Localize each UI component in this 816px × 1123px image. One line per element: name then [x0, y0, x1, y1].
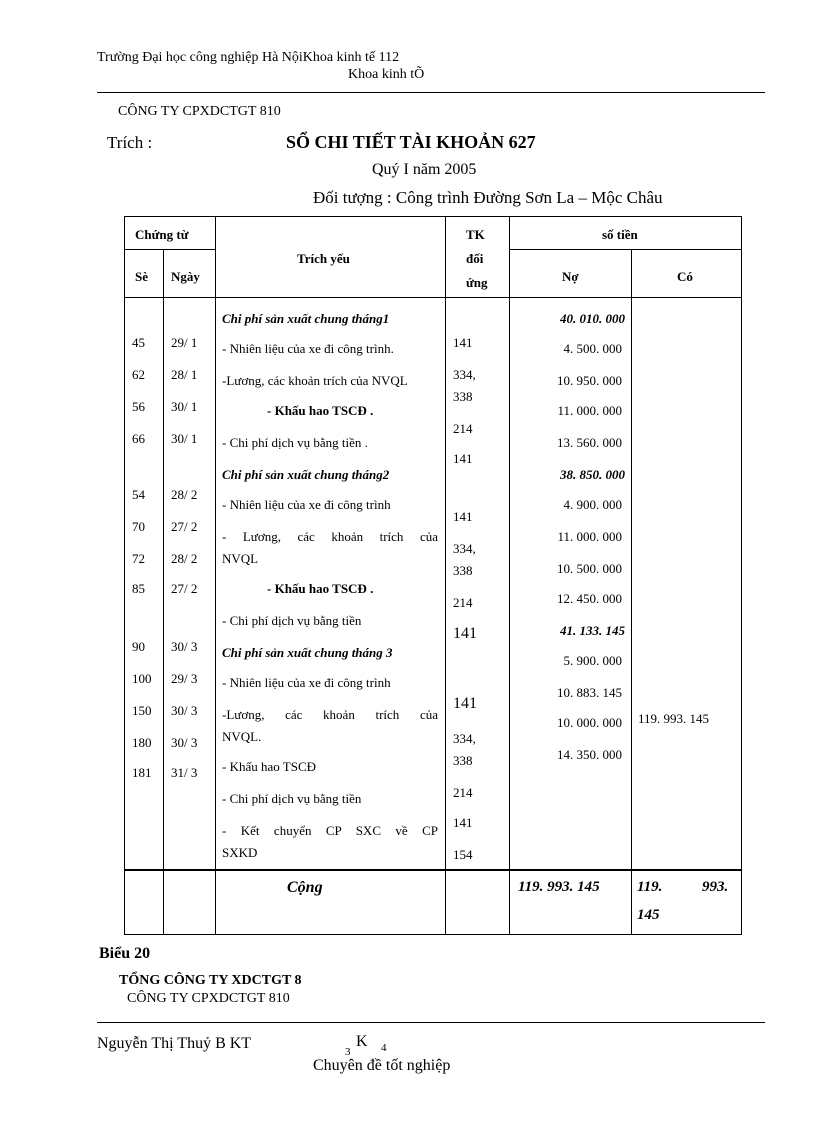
voucher-date: 30/ 1 [171, 431, 198, 446]
voucher-number: 72 [132, 551, 145, 566]
ledger-object: Đối tượng : Công trình Đường Sơn La – Mộc Châu [313, 188, 663, 207]
credit-amount: 119. 993. 145 [638, 711, 710, 726]
voucher-date: 30/ 3 [171, 735, 198, 750]
description-line: - Khấu hao TSCĐ . [267, 403, 374, 418]
footer-divider [97, 1022, 765, 1023]
description-line: - Nhiên liệu của xe đi công trình. [222, 341, 394, 356]
col-divider [163, 249, 164, 934]
header-date: Ngày [171, 269, 200, 284]
account-code: 334, [453, 541, 476, 556]
parent-company: TỔNG CÔNG TY XDCTGT 8 [119, 973, 302, 988]
header-description: Trích yếu [297, 251, 350, 266]
debit-amount: 11. 000. 000 [557, 403, 622, 418]
description-line: SXKD [222, 845, 258, 860]
page-header-school: Trường Đại học công nghiệp Hà NộiKhoa kinh tế 112 [97, 50, 400, 65]
debit-amount: 4. 500. 000 [563, 341, 622, 356]
voucher-number: 56 [132, 399, 145, 414]
voucher-number: 62 [132, 367, 145, 382]
debit-amount: 5. 900. 000 [563, 653, 622, 668]
group-heading: Chi phí sản xuất chung tháng2 [222, 467, 390, 482]
account-code: 141 [453, 509, 473, 524]
total-credit-part3: 145 [637, 907, 660, 923]
total-label: Cộng [287, 879, 323, 896]
trich-label: Trích : [107, 133, 153, 152]
class-subscript: 3 [345, 1046, 351, 1058]
account-code: 141 [453, 695, 477, 712]
voucher-date: 30/ 1 [171, 399, 198, 414]
voucher-date: 31/ 3 [171, 765, 198, 780]
description-line: - Chi phí dịch vụ bằng tiền [222, 791, 362, 806]
description-line: -Lương, các khoản trích của NVQL [222, 373, 408, 388]
account-code: 334, [453, 367, 476, 382]
voucher-number: 45 [132, 335, 145, 350]
account-code: 141 [453, 815, 473, 830]
header-credit: Có [677, 269, 693, 284]
header-tk: TK [466, 227, 485, 242]
voucher-number: 90 [132, 639, 145, 654]
account-code: 214 [453, 785, 473, 800]
total-credit-part2: 993. [702, 879, 729, 895]
row-divider [509, 249, 741, 250]
voucher-date: 29/ 3 [171, 671, 198, 686]
debit-amount: 10. 883. 145 [557, 685, 622, 700]
debit-amount: 38. 850. 000 [560, 467, 625, 482]
debit-amount: 14. 350. 000 [557, 747, 622, 762]
account-code: 141 [453, 451, 473, 466]
voucher-number: 85 [132, 581, 145, 596]
account-code: 214 [453, 595, 473, 610]
description-line: - Nhiên liệu của xe đi công trình [222, 675, 391, 690]
row-divider [125, 249, 215, 250]
company-name-footer: CÔNG TY CPXDCTGT 810 [127, 991, 290, 1006]
voucher-date: 27/ 2 [171, 581, 198, 596]
description-line: - Chi phí dịch vụ bằng tiền . [222, 435, 368, 450]
ledger-period: Quý I năm 2005 [372, 161, 477, 178]
group-heading: Chi phí sản xuất chung tháng1 [222, 311, 390, 326]
voucher-date: 28/ 1 [171, 367, 198, 382]
header-voucher: Chứng từ [135, 227, 189, 242]
header-tk-ung: ứng [466, 275, 488, 290]
description-line: - Khấu hao TSCĐ [222, 759, 317, 774]
debit-amount: 40. 010. 000 [560, 311, 625, 326]
account-code: 154 [453, 847, 473, 862]
group-heading: Chi phí sản xuất chung tháng 3 [222, 645, 393, 660]
header-amount: số tiền [602, 227, 638, 242]
description-line: - Chi phí dịch vụ bằng tiền [222, 613, 362, 628]
voucher-date: 30/ 3 [171, 639, 198, 654]
total-credit-part1: 119. [637, 879, 663, 895]
row-divider [125, 297, 741, 298]
voucher-date: 27/ 2 [171, 519, 198, 534]
account-code: 338 [453, 563, 473, 578]
class-letter: K [356, 1033, 368, 1050]
company-name: CÔNG TY CPXDCTGT 810 [118, 104, 281, 119]
voucher-date: 30/ 3 [171, 703, 198, 718]
description-line: NVQL [222, 551, 259, 566]
account-code: 141 [453, 625, 477, 642]
voucher-number: 70 [132, 519, 145, 534]
account-code: 334, [453, 731, 476, 746]
account-code: 338 [453, 753, 473, 768]
thesis-label: Chuyên đề tốt nghiệp [313, 1057, 451, 1074]
col-divider [445, 217, 446, 934]
debit-amount: 10. 950. 000 [557, 373, 622, 388]
figure-label: Biểu 20 [99, 945, 151, 962]
account-code: 141 [453, 335, 473, 350]
debit-amount: 12. 450. 000 [557, 591, 622, 606]
debit-amount: 13. 560. 000 [557, 435, 622, 450]
total-debit: 119. 993. 145 [518, 879, 600, 895]
voucher-number: 180 [132, 735, 152, 750]
class-superscript: 4 [381, 1042, 387, 1054]
description-line: - Kết chuyển CP SXC về CP [222, 823, 438, 838]
col-divider [631, 249, 632, 934]
debit-amount: 11. 000. 000 [557, 529, 622, 544]
debit-amount: 41. 133. 145 [560, 623, 625, 638]
debit-amount: 10. 000. 000 [557, 715, 622, 730]
page-header-faculty: Khoa kinh tÕ [348, 67, 425, 82]
account-code: 338 [453, 389, 473, 404]
header-number: Sè [135, 269, 148, 284]
ledger-title: SỔ CHI TIẾT TÀI KHOẢN 627 [286, 132, 536, 152]
description-line: - Lương, các khoản trích của [222, 529, 438, 544]
col-divider [509, 217, 510, 934]
voucher-number: 181 [132, 765, 152, 780]
description-line: -Lương, các khoản trích của [222, 707, 438, 722]
total-divider [125, 869, 741, 871]
debit-amount: 4. 900. 000 [563, 497, 622, 512]
voucher-number: 150 [132, 703, 152, 718]
account-code: 214 [453, 421, 473, 436]
header-debit: Nợ [562, 269, 579, 284]
voucher-number: 100 [132, 671, 152, 686]
author-name: Nguyễn Thị Thuỷ B KT [97, 1035, 252, 1052]
header-tk-doi: đối [466, 251, 484, 266]
debit-amount: 10. 500. 000 [557, 561, 622, 576]
voucher-date: 29/ 1 [171, 335, 198, 350]
description-line: - Nhiên liệu của xe đi công trình [222, 497, 391, 512]
voucher-date: 28/ 2 [171, 551, 198, 566]
voucher-number: 54 [132, 487, 145, 502]
description-line: - Khấu hao TSCĐ . [267, 581, 374, 596]
voucher-date: 28/ 2 [171, 487, 198, 502]
ledger-table [124, 216, 742, 935]
description-line: NVQL. [222, 729, 262, 744]
col-divider [215, 217, 216, 934]
voucher-number: 66 [132, 431, 145, 446]
header-divider [97, 92, 765, 93]
